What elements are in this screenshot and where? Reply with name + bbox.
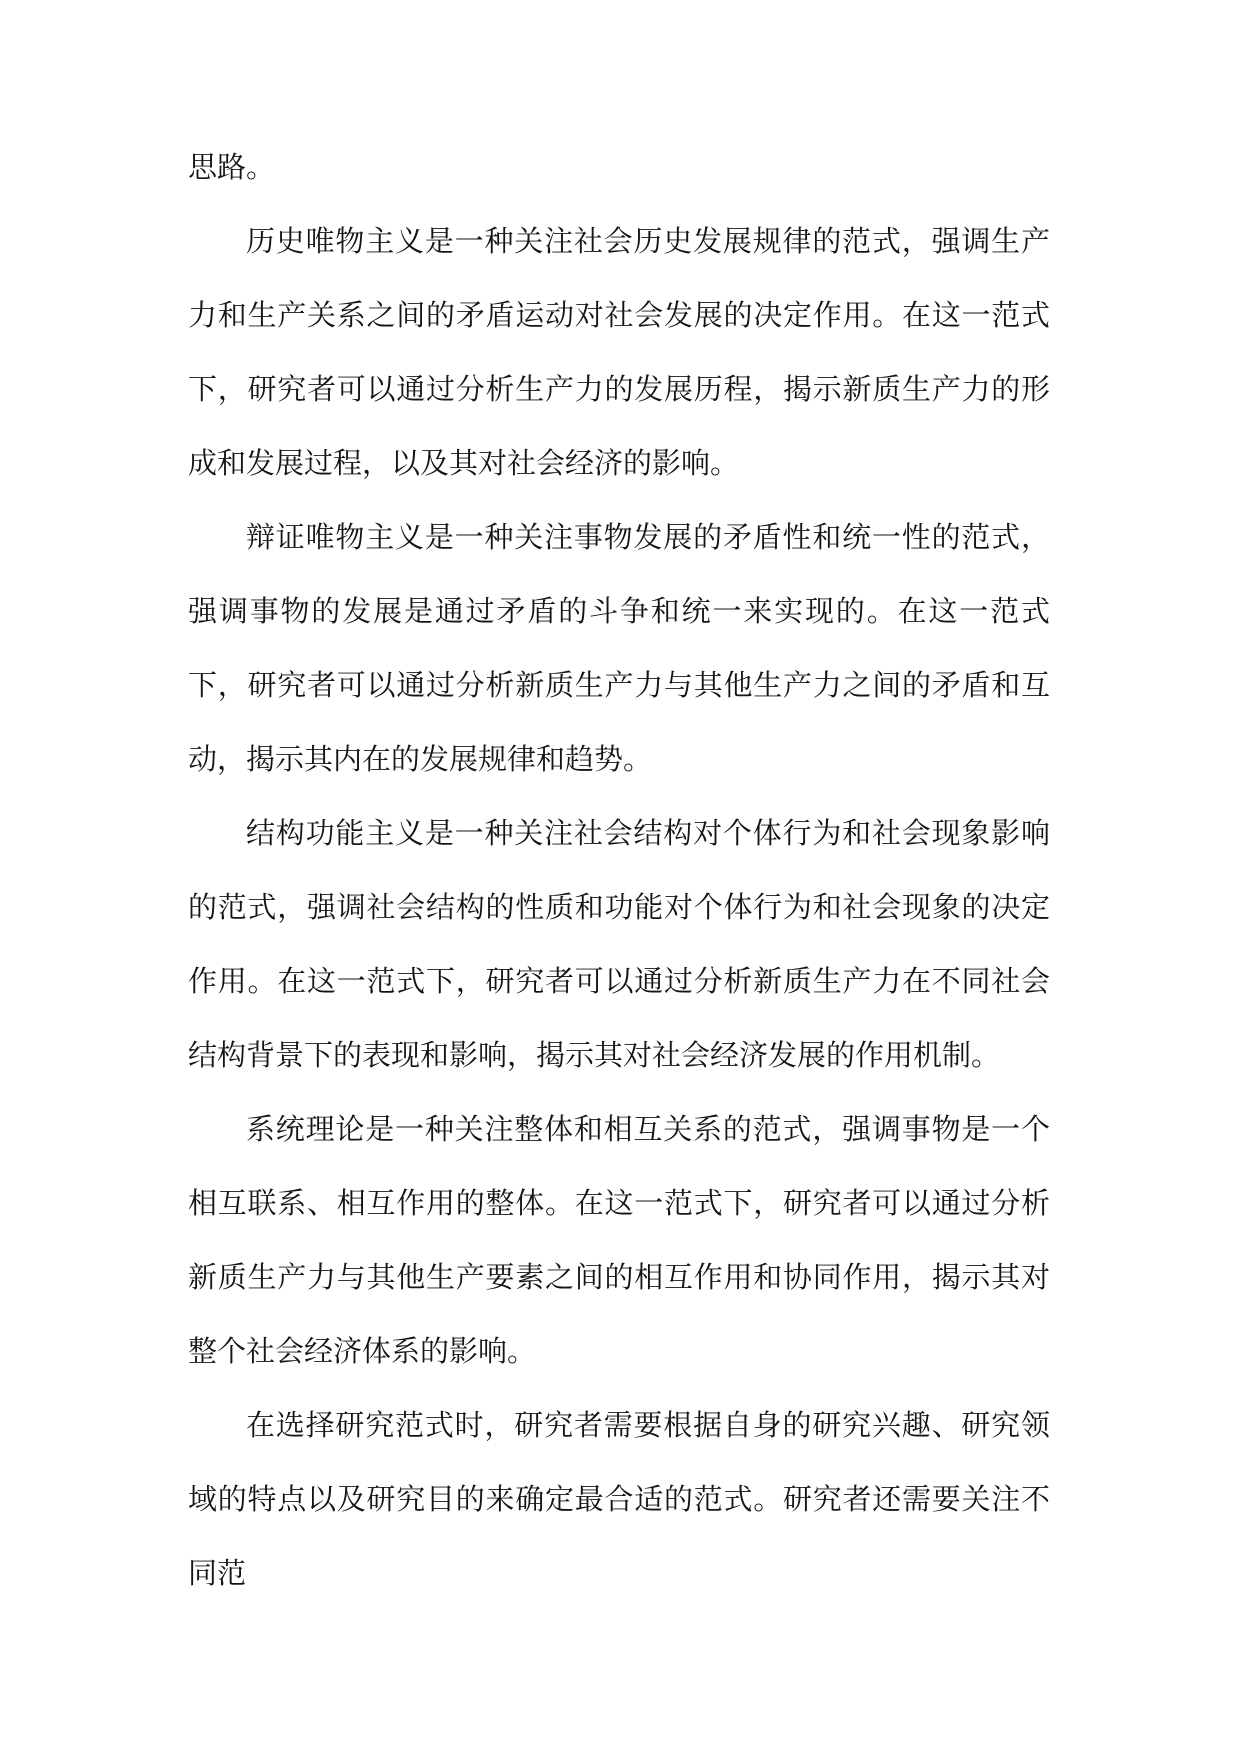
document-body <box>188 130 1050 1610</box>
paragraph-historical-materialism: 历史唯物主义是一种关注社会历史发展规律的范式，强调生产力和生产关系之间的矛盾运动对社会发展的决定作用。在这一范式下，研究者可以通过分析生产力的发展历程，揭示新质生产力的形成和发展过程，以及其对社会经济的影响。 <box>188 224 1050 480</box>
paragraph-dialectical-materialism: 辩证唯物主义是一种关注事物发展的矛盾性和统一性的范式，强调事物的发展是通过矛盾的斗争和统一来实现的。在这一范式下，研究者可以通过分析新质生产力与其他生产力之间的矛盾和互动，揭示其内在的发展规律和趋势。 <box>188 520 1050 776</box>
paragraph-systems-theory: 系统理论是一种关注整体和相互关系的范式，强调事物是一个相互联系、相互作用的整体。在这一范式下，研究者可以通过分析新质生产力与其他生产要素之间的相互作用和协同作用，揭示其对整个社会经济体系的影响。 <box>188 1112 1050 1368</box>
paragraph-continuation: 思路。 <box>188 150 276 184</box>
paragraph-structural-functionalism: 结构功能主义是一种关注社会结构对个体行为和社会现象影响的范式，强调社会结构的性质和功能对个体行为和社会现象的决定作用。在这一范式下，研究者可以通过分析新质生产力在不同社会结构背景下的表现和影响，揭示其对社会经济发展的作用机制。 <box>188 816 1050 1072</box>
paragraph-choosing-paradigm: 在选择研究范式时，研究者需要根据自身的研究兴趣、研究领域的特点以及研究目的来确定最合适的范式。研究者还需要关注不同范 <box>188 1408 1050 1590</box>
